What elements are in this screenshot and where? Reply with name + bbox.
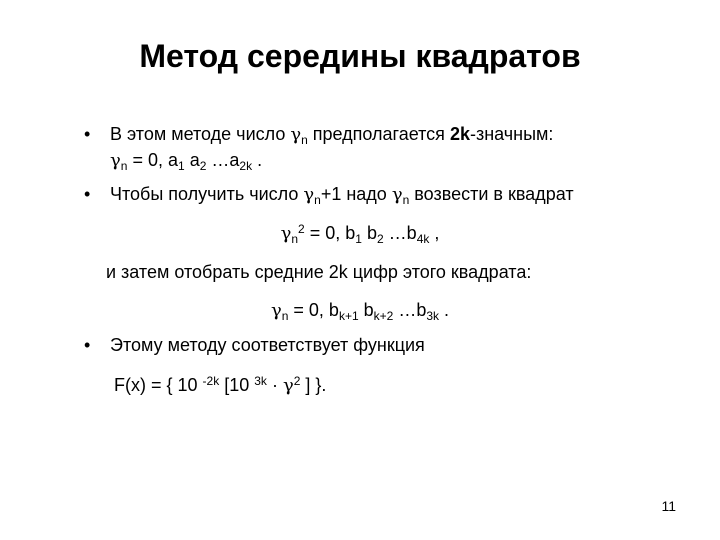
formula-sub: 1	[355, 232, 362, 246]
subscript-n: n	[120, 159, 128, 173]
formula-part: ,	[429, 223, 440, 243]
bullet-1-bold: 2k	[449, 124, 470, 144]
bullet-2-text	[110, 184, 574, 207]
formula-part: …a	[206, 150, 240, 170]
formula-sub: k+1	[338, 309, 359, 323]
subscript-n: n	[402, 193, 410, 207]
gamma-symbol: γ	[290, 124, 302, 145]
slide-title: Метод середины квадратов	[139, 38, 581, 74]
formula-part: = 0, a	[127, 150, 178, 170]
page-number: 11	[661, 498, 676, 514]
subscript-n: n	[281, 309, 289, 323]
formula-sub: 1	[178, 159, 185, 173]
formula-part: …b	[383, 223, 417, 243]
formula-part: F(x) = { 10	[114, 375, 203, 395]
formula-part: a	[184, 150, 200, 170]
formula-sup: 3k	[254, 374, 267, 388]
gamma-symbol: γ	[303, 184, 315, 205]
formula-part: = 0, b	[304, 223, 356, 243]
formula-gamma-squared	[0, 222, 720, 246]
subscript-n: n	[314, 193, 321, 207]
formula-part: = 0, b	[288, 300, 339, 320]
formula-sup: -2k	[202, 374, 220, 388]
formula-middle-digits	[0, 300, 720, 323]
formula-sub: 4k	[416, 232, 430, 246]
formula-sup: 2	[298, 222, 305, 236]
formula-part: b	[361, 223, 377, 243]
gamma-symbol: γ	[391, 184, 403, 205]
formula-part: .	[439, 300, 450, 320]
formula-sub: 2k	[239, 159, 253, 173]
formula-part: .	[252, 150, 263, 170]
formula-part: …b	[393, 300, 427, 320]
gamma-symbol: γ	[280, 223, 292, 244]
bullet-marker-1: •	[84, 124, 91, 144]
formula-sub: k+2	[373, 309, 394, 323]
bullet-1-text-c: -значным:	[469, 124, 554, 144]
gamma-symbol: γ	[110, 150, 121, 171]
formula-sub: 3k	[426, 309, 440, 323]
bullet-2-text-c: возвести в квадрат	[409, 184, 574, 204]
bullet-1-formula	[110, 150, 262, 173]
bullet-1-text	[110, 124, 553, 147]
formula-sup: 2	[293, 374, 301, 388]
subscript-n: n	[291, 232, 299, 246]
formula-function	[114, 374, 326, 396]
then-text: и затем отобрать средние 2k цифр этого квадрата:	[106, 262, 532, 282]
bullet-marker-2: •	[84, 184, 91, 204]
bullet-3-text: Этому методу соответствует функция	[110, 335, 425, 355]
bullet-2-text-b: +1 надо	[320, 184, 392, 204]
gamma-symbol: γ	[282, 375, 294, 396]
bullet-1-text-a: В этом методе число	[110, 124, 291, 144]
bullet-1-text-b: предполагается	[307, 124, 450, 144]
formula-part: ] }.	[300, 375, 327, 395]
formula-part: ·	[266, 375, 283, 395]
formula-part: [10	[219, 375, 255, 395]
formula-sub: 2	[376, 232, 384, 246]
subscript-n: n	[301, 133, 308, 147]
gamma-symbol: γ	[270, 300, 282, 321]
bullet-2-text-a: Чтобы получить число	[110, 184, 304, 204]
formula-sub: 2	[199, 159, 207, 173]
formula-part: b	[358, 300, 374, 320]
bullet-marker-3: •	[84, 335, 91, 355]
